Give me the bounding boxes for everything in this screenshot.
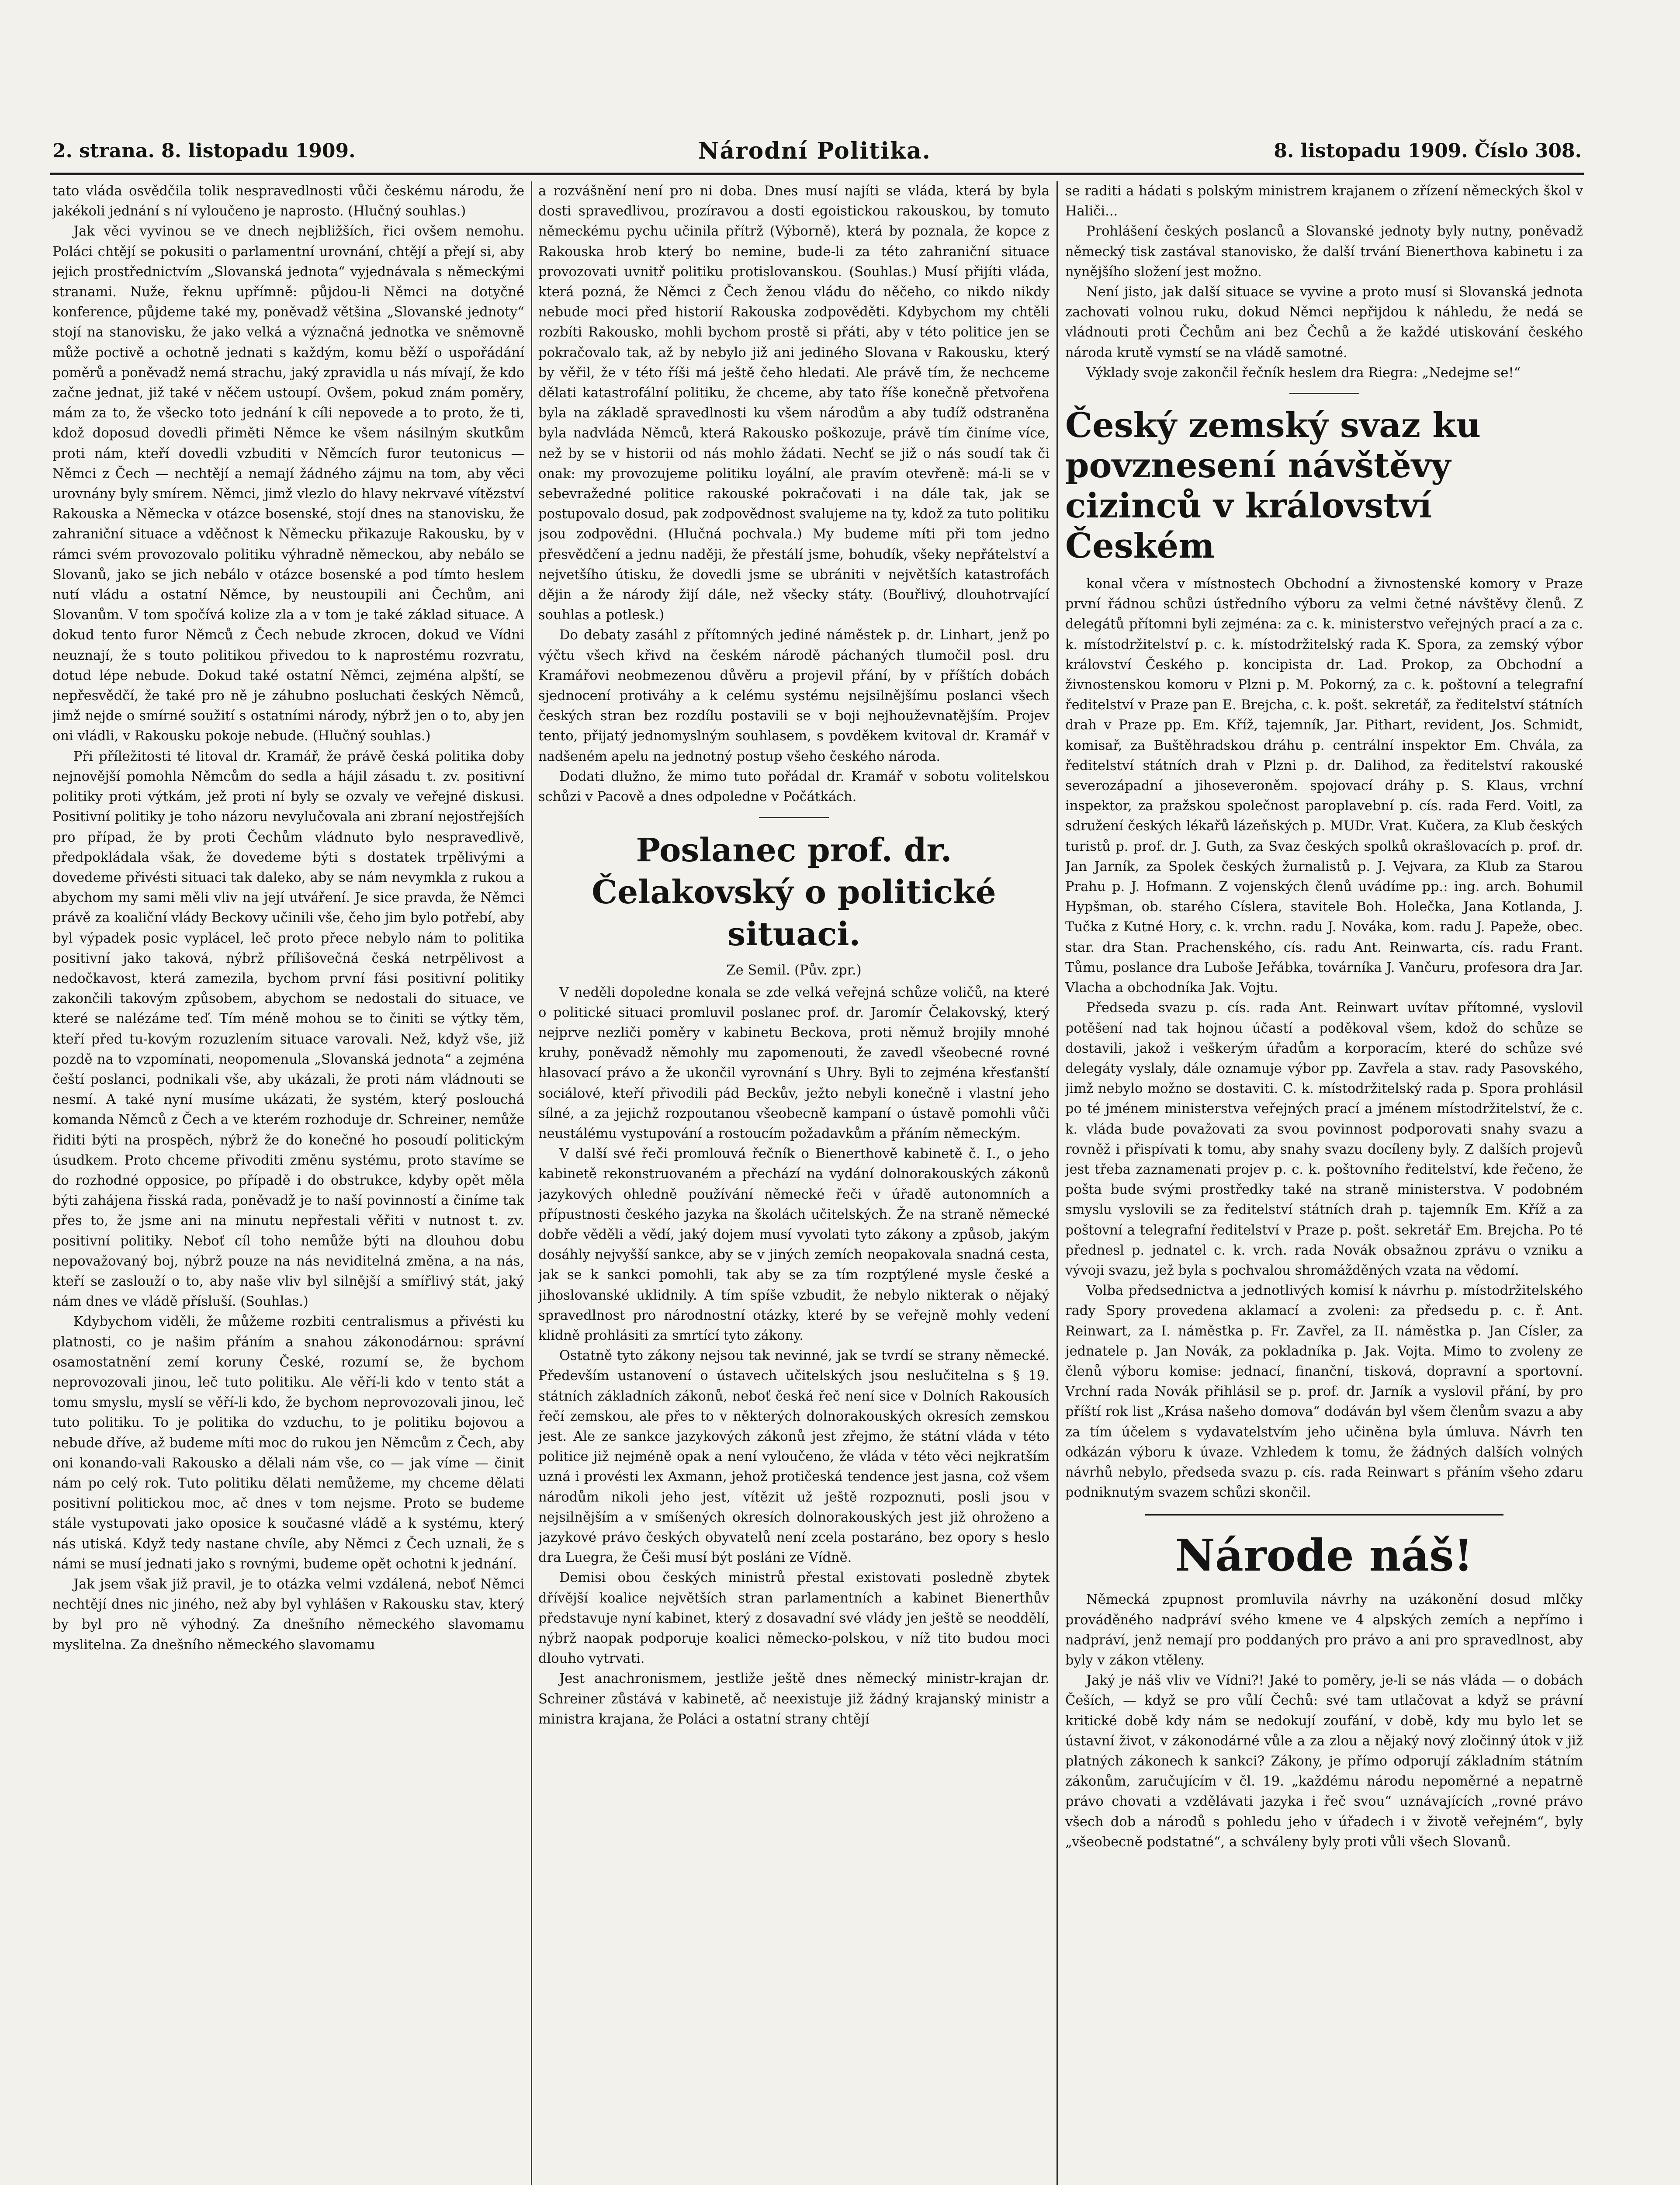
article-paragraph: konal včera v místnostech Obchodní a živnostenské komory v Praze první řádnou schůzi ústředního výboru za velmi četné návštěvy členů. Z delegátů přítomni byli zejména: za c. k. ministerstvo veřejných prací a za c. k. místodržitelství p. c. k. místodržitelský rada K. Spora, za zemský výbor království Českého p. koncipista dr. Lad. Prokop, za Obchodní a živnostenskou komoru v Plzni p. M. Pokorný, za c. k. poštovní a telegrafní ředitelství v Praze pan E. Brejcha, c. k. pošt. sekretář, za ředitelství státních drah v Praze pp. Em. Kříž, tajemník, Jar. Pithart, revident, Jos. Schmidt, komisař, za Buštěhradskou dráhu p. centrální inspektor Em. Chvála, za ředitelství státních drah v Plzni p. dr. Dalihod, za ředitelství rakouské severozápadní a jihoseveroněm. spojovací dráhy p. S. Klaus, vrchní inspektor, za pražskou společnost paroplavební p. cís. rada Ferd. Voitl, za sdružení českých lékařů lázeňských p. MUDr. Vrat. Kučera, za Klub českých turistů p. prof. dr. J. Guth, za Svaz českých spolků okrašlovacích p. prof. dr. Jan Jarník, za Spolek českých žurnalistů p. J. Vejvara, za Klub za Starou Prahu p. J. Hofmann. Z vojenských členů uvádíme pp.: ing. arch. Bohumil Hypšman, ob. starého Císlera, stavitele Boh. Holečka, Jana Kotlanda, J. Tučka z Kutné Hory, c. k. vrchn. radu J. Nováka, kom. radu J. Papeže, obec. star. dra Stan. Prachenského, cís. radu Ant. Reinwarta, cís. radu Frant. Tůmu, poslance dra Luboše Jeřábka, továrníka J. Vančuru, profesora dra Jar. Vlacha a obchodníka Jak. Vojtu. <box>1065 576 1583 996</box>
column-rule <box>531 181 532 2185</box>
article-paragraph: Německá zpupnost promluvila návrhy na uzákonění dosud mlčky prováděného nadpráví svého kmene ve 4 alpských zemích a nepřímo i nadpráví, jenž nemají pro poddaných pro právo a ani pro spravedlnost, aby byly v zákon vtěleny. <box>1065 1592 1583 1668</box>
article-paragraph: Jak věci vyvinou se ve dnech nejbližších, řici ovšem nemohu. Poláci chtějí se pokusiti o parlamentní urovnání, chtějí a přejí si, aby jejich prostřednictvím „Slovanská jednota“ vyjednávala s německými stranami. Nuže, řeknu upřímně: půjdou-li Němci na dotyčné konference, půjdeme také my, poněvadž většina „Slovanské jednoty“ stojí na stanovisku, že jako velká a význačná jednotka ve sněmovně může poctivě a ochotně jednati s každým, komu běží o uspořádání poměrů a poněvadž nemá strachu, jaký zpravidla u nás mívají, že kdo začne jednat, již také v něčem ustoupí. Ovšem, pokud znám poměry, mám za to, že všecko toto jednání k cíli nepovede a to proto, že ti, kdož doposud dovedli přiměti Němce ke všem násilným skutkům proti nám, kteří dovedli vzbuditi v Němcích furor teutonicus — Němci z Čech — nechtějí a nemají žádného zájmu na tom, aby věci urovnány byly smírem. Němci, jimž vlezlo do hlavy nekrvavé vítězství Rakouska a Německa v otázce bosenské, stojí dnes na stanovisku, že zahraniční situace a vděčnost k Německu přikazuje Rakousku, by v rámci svém provozovalo politiku výhradně německou, aby nebálo se Slovanů, jako se jich nebálo v otázce bosenské a pod tímto heslem nutí vládu a ostatní Němce, by neustoupili ani Čechům, ani Slovanům. V tom spočívá kolize zla a v tom je také základ situace. A dokud tento furor Němců z Čech nebude zkrocen, dokud ve Vídni neuznají, že s touto politikou přivedou to k naprostému rozvratu, dotud lépe nebude. Dokud také ostatní Němci, zejména alpští, se nepřesvědčí, že také pro ně je záhubno posluchati českých Němců, jimž nejde o smírné soužití s ostatními národy, nýbrž jen o to, aby jen oni vládli, v Rakousku pokoje nebude. (Hlučný souhlas.) <box>52 224 524 744</box>
article-paragraph: Jest anachronismem, jestliže ještě dnes německý ministr-krajan dr. Schreiner zůstává v kabinetě, ač neexistuje již žádný krajanský ministr a ministra krajana, že Poláci a ostatní strany chtějí <box>538 1671 1050 1727</box>
article-paragraph: V neděli dopoledne konala se zde velká veřejná schůze voličů, na které o politické situaci promluvil poslanec prof. dr. Jaromír Čelakovský, který nejprve nezliči poměry v kabinetu Beckova, proti němuž brojily mnohé kruhy, poněvadž němohly mu zapomenouti, že zavedl všeobecné rovné hlasovací právo a že ukončil vyrovnání s Uhry. Byli to zejména křesťanští sociálové, kteří přivodili pád Beckův, ježto nebyli konečně i vlastní jeho sílné, a za jejichž rozpoutanou všeobecně kampaní o ústavě pomohli vůči neustálému vystupování a rostoucím požadavkům a přáním německým. <box>538 985 1050 1141</box>
article-paragraph: tato vláda osvědčila tolik nespravedlnosti vůči českému národu, že jakékoli jednání s ní vyloučeno je naprosto. (Hlučný souhlas.) <box>52 184 524 219</box>
article-headline-narode-nas: Národe náš! <box>1175 1530 1473 1582</box>
article-paragraph: V další své řeči promlouvá řečník o Bienerthově kabinetě č. I., o jeho kabinetě rekonstruovaném a přechází na vydání dolnorakouských zákonů jazykových ohledně používání německé řeči v úřadě autonomních a přípustnosti českého jazyka na školách učitelských. Že na straně německé dobře věděli a vědí, jaký dojem musí vyvolati tyto zákony a způsob, jakým dosáhly nejvyšší sankce, aby se v jiných zemích neopakovala snadná cesta, jak se k sankci pomohli, tak aby se za tím rozptýlené mysle české a jihoslovanské uklidnily. A tím spíše vzbudit, že nebylo nikterak o nějaký spravedlnost pro národnostní otázky, které by se veřejně mohly vedení klidně prohlásiti za smrtící tyto zákony. <box>538 1146 1050 1343</box>
header-page-date: 2. strana. 8. listopadu 1909. <box>52 139 356 162</box>
article-paragraph: Výklady svoje zakončil řečník heslem dra Riegra: „Nedejme se!“ <box>1086 365 1521 381</box>
article-paragraph: Kdybychom viděli, že můžeme rozbiti centralismus a přivésti ku platnosti, co je našim přáním a snahou zákonodárnou: správní osamostatnění zemí koruny České, rozumí se, že bychom neprovozovali jinou, leč tuto politiku. Ale věří-li kdo v tento stát a tomu smyslu, myslí se věří-li kdo, že bychom neprovozovali jinou, leč tuto politiku. To je politika do vzduchu, to je politiku bojovou a nebude dříve, až budeme míti moc do rukou jen Němcům z Čech, aby oni konando-vali Rakousko a dělali nám vše, co — jak víme — činit nám po celý rok. Tuto politiku dělati nemůžeme, my chceme dělati positivní politickou moc, ač dnes v tom nejsme. Proto se budeme stále vystupovati jako oposice k současné vládě a k systému, který nás utiská. Když tedy nastane chvíle, aby Němci z Čech uznali, že s námi se musí jednati jako s rovnými, budeme opět ochotni k jednání. <box>52 1314 524 1572</box>
column-2 <box>538 181 1050 2185</box>
article-paragraph: Volba předsednictva a jednotlivých komisí k návrhu p. místodržitelského rady Spory provedena aklamací a zvoleni: za předsedu p. c. ř. Ant. Reinwart, za I. náměstka p. Fr. Zavřel, za II. náměstka p. Jan Císler, za jednatele p. Jan Novák, za pokladníka p. Jak. Vojta. Mimo to zvoleny ze členů výboru komise: jednací, finanční, tisková, dopravní a sportovní. Vrchní rada Novák přihlásil se p. prof. dr. Jarník a vyslovil přání, by pro příští rok list „Krása našeho domova“ dodáván byl všem členům svazu a aby za tím účelem s vydavatelstvím jeho učiněna byla úmluva. Návrh ten odkázán výboru k úvaze. Vzhledem k tomu, že žádných dalších volných návrhů nebylo, předseda svazu p. cís. rada Reinwart s přáním všeho zdaru podniknutým svazem schůzi skončil. <box>1065 1283 1583 1501</box>
article-paragraph: Do debaty zasáhl z přítomných jediné náměstek p. dr. Linhart, jenž po výčtu všech křivd na českém národě páchaných tlumočil posl. dru Kramářovi neobmezenou důvěru a projevil přání, by v příštích dobách sjednocení protiváhy a k celému systému nejsilnějšímu poslanci všech českých stran bez rozdílu postavili se v boji nejhouževnatějším. Projev tento, přijatý jednomyslným souhlasem, s povděkem kvitoval dr. Kramář v nadšeném apelu na jednotný postup všeho českého národa. <box>538 628 1050 764</box>
column-1 <box>52 181 524 2185</box>
article-separator <box>1145 1514 1503 1516</box>
article-paragraph: se raditi a hádati s polským ministrem krajanem o zřízení německých škol v Haliči... <box>1065 184 1583 219</box>
article-paragraph: Demisi obou českých ministrů přestal existovati posledně zbytek dřívější koalice největších stran parlamentních a kabinet Bienerthův představuje nyní kabinet, který z dosavadní své vlády jen ještě se neoddělí, nýbrž naopak podporuje koalici německo-polskou, v níž tito budou moci dlouho vytrvati. <box>538 1570 1050 1667</box>
article-paragraph: Předseda svazu p. cís. rada Ant. Reinwart uvítav přítomné, vyslovil potěšení nad tak hojnou účastí a poděkoval všem, kdož do schůze se dostavili, jakož i veškerým úřadům a korporacím, které do schůze své delegáty vyslaly, dále oznamuje výbor pp. Zavřela a stav. rady Pasovského, jimž nebylo možno se dostaviti. C. k. místodržitelský rada p. Spora prohlásil po té jménem ministerstva veřejných prací a jménem místodržitelství, že c. k. vláda bude považovati za svou povinnost podporovati snahy svazu a rovněž i přispívati k tomu, aby snahy svazu docíleny byly. Z dalších projevů jest třeba zaznamenati projev p. c. k. poštovního ředitelství, kde řečeno, že pošta bude svými prostředky také na straně ministerstva. V podobném smyslu vyslovili se za ředitelství státních drah p. tajemník Em. Kříž a za poštovní a telegrafní ředitelství v Praze p. pošt. sekretář Em. Brejcha. Po té přednesl p. jednatel c. k. vrch. rada Novák obsažnou zprávu o vzniku a vývoji svazu, jež byla s pochvalou shromážděných vzata na vědomí. <box>1065 1000 1583 1278</box>
article-separator <box>1289 393 1359 394</box>
article-paragraph: Ostatně tyto zákony nejsou tak nevinné, jak se tvrdí se strany německé. Především ustanovení o ústavech učitelských jsou neslučitelna s § 19. státních základních zákonů, neboť česká řeč není sice v Dolních Rakousích řečí zemskou, ale přes to v některých dolnorakouských okresích zemskou jest. Ale ze sankce jazykových zákonů jest zřejmo, že státní vláda v této politice již nejméně opak a není vyloučeno, že vláda v této věci nejkratším uzná i provésti lex Axmann, jehož protičeská tendence jest jasna, což všem národům nikoli jeho jest, vítězit už ještě rozpoznuti, posli jsou v nejsilnějším a v smíšených okresích dolnorakouských jest již ohroženo a jazykové právo českých obyvatelů není zcela postaráno, bez opory s heslo dra Luegra, že Češi musí být posláni ze Vídně. <box>538 1348 1050 1566</box>
article-paragraph: Prohlášení českých poslanců a Slovanské jednoty byly nutny, poněvadž německý tisk zastával stanovisko, že další trvání Bienerthova kabinetu i za nynějšího složení jest možno. <box>1065 224 1583 280</box>
article-paragraph: Jak jsem však již pravil, je to otázka velmi vzdálená, neboť Němci nechtějí dnes nic jiného, než aby byl vyhlášen v Rakousku stav, který by byl pro ně výhodný. Za dnešního německého slavomamu myslitelna. Za dnešního německého slavomamu <box>52 1577 524 1653</box>
column-rule <box>1056 181 1058 2185</box>
article-headline-celakovsky: Poslanec prof. dr. Čelakovský o politické situaci. <box>592 832 996 954</box>
article-paragraph: Při příležitosti té litoval dr. Kramář, že právě česká politika doby nejnovější pomohla Němcům do sedla a hájil zásadu t. zv. positivní politiky proti výtkám, jež proti ní byly se ozvaly ve veřejné diskusi. Positivní politiky je toho názoru nevylučovala ani zbraní nejostřejších pro případ, že by proti Čechům vládnuto bylo nespravedlivě, předpokládala však, že dovedeme býti s dostatek trpělivými a dovedeme přivésti situaci tak daleko, aby se nám nevymkla z rukou a abychom my sami měli vliv na její utváření. Je sice pravda, že Němci právě za koaliční vlády Beckovy učinili vše, čeho jim bylo potřebí, aby byl výpadek posic vyplácel, leč proto přece nebylo nám to politika positivní jako taková, nýbrž přílišovečná česká netrpělivost a nedočkavost, která zamezila, bychom první fási positivní politiky zakončili takovým způsobem, abychom se nedostali do situace, ve které se nalézáme teď. Tím méně mohou se to činiti se výtky těm, kteří před tu-kovým rozuzlením situace varovali. Než, když vše, již pozdě na to vzpomínati, neopomenula „Slovanská jednota“ a zejména čeští poslanci, podnikali vše, aby ukázali, že proti nám vládnouti se nesmí. A také nyní musíme ukázati, že systém, který poslouchá komanda Němců z Čech a ve kterém rozhoduje dr. Schreiner, nemůže řiditi býti na prospěch, nýbrž že do konečné ho posoudí politickým úsudkem. Proto chceme přivoditi změnu systému, proto stavíme se do rozhodné opposice, po případě i do obstrukce, kdyby opět měla býti zahájena řisská rada, poněvadž je to naší povinností a činíme tak přes to, že jsme ani na minutu nepřestali věřiti v nutnost t. zv. positivní politiky. Neboť cíl toho nemůže býti na dlouhou dobu nepovažovaný boj, nýbrž pouze na nás neviditelná změna, a na nás, kteří se zaslouží o to, aby naše vliv byl silnější a smířlivý stát, jaký nám dnes ve vládě přísluší. (Souhlas.) <box>52 749 524 1310</box>
article-paragraph: a rozvášnění není pro ni doba. Dnes musí najíti se vláda, která by byla dosti spravedlivou, prozíravou a dosti egoistickou rakouskou, by tomuto německému pychu učinila přítrž (Výborně), která by poznala, že kopce z Rakouska hrob který bo nemine, bude-li za této zahraniční situace provozovati uvnitř politiku protislovanskou. (Souhlas.) Musí přijíti vláda, která pozná, že Němci z Čech ženou vládu do něčeho, co nikdo nikdy nebude moci před historií Rakouska zodpověděti. Kdybychom my chtěli rozbíti Rakousko, mohli bychom prostě si přáti, aby v této politice jen se pokračovalo tak, až by nebylo již ani jediného Slovana v Rakousku, který by věřil, že v této říši má ještě čeho hledati. Ale právě tím, že nechceme dělati katastrofální politiku, že chceme, aby tato říše konečně přetvořena byla na základě spravedlnosti ku všem národům a aby tudíž odstraněna byla nadvláda Němců, která Rakousko poškozuje, právě tím činíme více, než by se v historii od nás mohlo žádati. Nechť se již o nás soudí tak či onak: my provozujeme politiku loyální, ale pravím otevřeně: má-li se v sebevražedné politice rakouské pokračovati i na dále tak, jak se postupovalo dosud, pak zodpovědnost svalujeme na ty, kdož za tuto politiku jsou zodpovědni. (Hlučná pochvala.) My budeme míti při tom jedno přesvědčení a jednu naději, že přestálí jsme, bohudík, všeky nepřátelství a nejvetšího útisku, že dovedli jsme se ubrániti v největších katastrofách dějin a že národy žijí dále, než všecky státy. (Bouřlivý, dlouhotrvající souhlas a potlesk.) <box>538 184 1050 623</box>
header-issue-number: 8. listopadu 1909. Číslo 308. <box>1274 139 1582 162</box>
header-rule <box>50 173 1584 175</box>
article-paragraph: Jaký je náš vliv ve Vídni?! Jaké to poměry, je-li se nás vláda — o dobách Češích, — když se pro vůlí Čechů: své tam utlačovat a když se právní kritické době kdy nám se nedokují zoufání, v době, kdy mu bylo let se ústavní život, v zákonodárné vůle a za zlou a nějaký nový zločinný útok v již platných zákonech k sankci? Zákony, je přímo odporují základním státním zákonům, zaručujícím v čl. 19. „každému národu nepoměrné a nepatrně právo chovati a vzdělávati jazyka i řeč svou“ uznávajících „rovné právo všech dob a národů s pohledu jeho v úřadech i v životě veřejném“, byly „všeobecně podstatné“, a schváleny byly proti vůli všech Slovanů. <box>1065 1673 1583 1850</box>
article-paragraph: Dodati dlužno, že mimo tuto pořádal dr. Kramář v sobotu volitelskou schůzi v Pacově a dnes odpoledne v Počátkách. <box>538 769 1050 805</box>
newspaper-title: Národní Politika. <box>698 137 931 164</box>
page-header <box>52 131 1582 170</box>
column-3 <box>1065 181 1583 2185</box>
article-paragraph: Není jisto, jak další situace se vyvine a proto musí si Slovanská jednota zachovati volnou ruku, dokud Němci nepřijdou k náhledu, že nedá se vládnouti proti Čechům ani bez Čechů a že každé utiskování českého národa krutě vymstí se na vládě samotné. <box>1065 284 1583 361</box>
article-headline-zemsky-svaz: Český zemský svaz ku povznesení návštěvy cizinců v království Českém <box>1065 406 1481 566</box>
article-dateline: Ze Semil. (Pův. zpr.) <box>726 963 862 978</box>
article-separator <box>759 817 829 818</box>
